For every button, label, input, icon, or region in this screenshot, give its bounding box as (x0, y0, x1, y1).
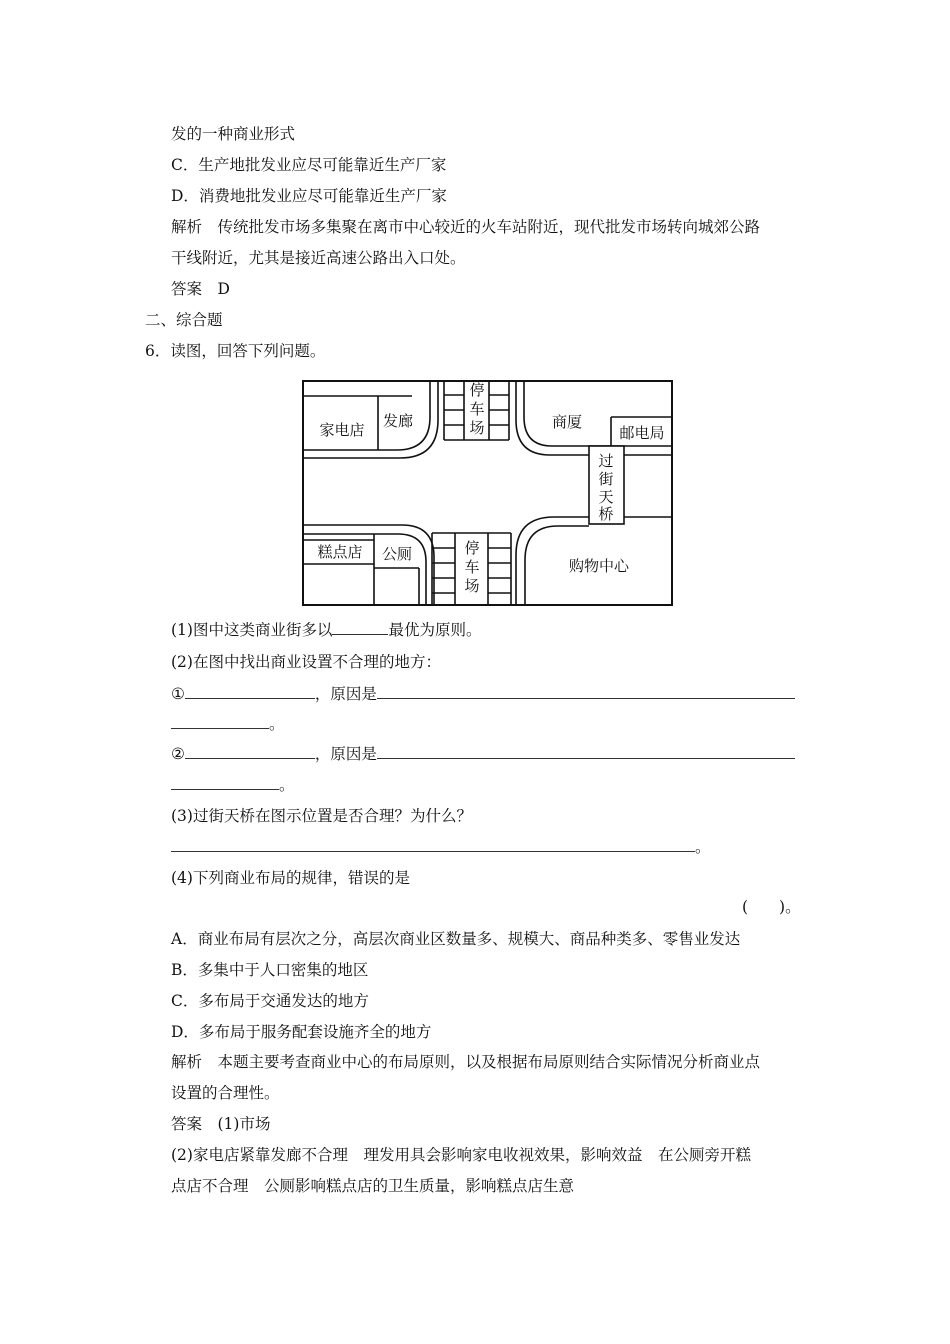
question-3: (3)过街天桥在图示位置是否合理？为什么？ (171, 807, 472, 825)
overpass-label-1: 过 (598, 452, 614, 470)
question-2-item-1: ① ，原因是 (171, 684, 795, 704)
question-1: (1)图中这类商业街多以 最优为原则。 (171, 621, 482, 639)
prev-explanation-line2: 干线附近，尤其是接近高速公路出入口处。 (171, 249, 466, 267)
prev-explanation-line1: 解析 传统批发市场多集聚在离市中心较近的火车站附近，现代批发市场转向城郊公路 (171, 218, 761, 236)
q4-option-b: B．多集中于人口密集的地区 (171, 961, 369, 979)
question-3-answer-line: 。 (171, 837, 711, 857)
bottom-parking-label-1: 停 (464, 539, 480, 557)
top-parking-label-3: 场 (469, 419, 485, 437)
q4-answer-paren[interactable]: ( )。 (742, 898, 801, 916)
top-parking-label-1: 停 (469, 381, 485, 399)
q2-2-place-blank[interactable] (185, 744, 315, 759)
question-2-item-2-cont: 。 (171, 775, 295, 795)
toilet-label: 公厕 (381, 545, 413, 563)
overpass-label-2: 街 (598, 470, 614, 488)
q4-option-c: C．多布局于交通发达的地方 (171, 992, 369, 1010)
q2-1-place-blank[interactable] (185, 684, 315, 699)
barbershop-label: 发廊 (382, 412, 414, 430)
commercial-street-map (302, 380, 673, 606)
q2-2-reason-blank-cont[interactable] (171, 775, 279, 790)
bottom-parking-label-3: 场 (464, 577, 480, 595)
prev-question-continuation: 发的一种商业形式 (171, 125, 296, 143)
question-2: (2)在图中找出商业设置不合理的地方： (171, 653, 441, 671)
overpass-label-3: 天 (598, 488, 614, 506)
q2-1-reason-blank-cont[interactable] (171, 714, 269, 729)
shopping-center-label: 购物中心 (568, 557, 630, 575)
question-6-stem: 6．读图，回答下列问题。 (145, 342, 326, 360)
prev-option-d: D．消费地批发业应尽可能靠近生产厂家 (171, 187, 447, 205)
question-2-item-1-cont: 。 (171, 714, 285, 734)
bakery-label: 糕点店 (317, 543, 363, 561)
section-title: 二、综合题 (145, 311, 223, 329)
question-2-item-2: ② ，原因是 (171, 744, 795, 764)
answer-line3: 点店不合理 公厕影响糕点店的卫生质量，影响糕点店生意 (171, 1177, 575, 1195)
answer-line1: 答案 (1)市场 (171, 1115, 271, 1133)
q4-option-d: D．多布局于服务配套设施齐全的地方 (171, 1023, 432, 1041)
explanation-line1: 解析 本题主要考查商业中心的布局原则，以及根据布局原则结合实际情况分析商业点 (171, 1053, 761, 1071)
q3-blank[interactable] (171, 837, 695, 852)
prev-option-c: C．生产地批发业应尽可能靠近生产厂家 (171, 156, 447, 174)
bottom-parking-label-2: 车 (464, 558, 480, 576)
post-office-label: 邮电局 (619, 424, 665, 442)
top-parking-label-2: 车 (469, 400, 485, 418)
explanation-line2: 设置的合理性。 (171, 1084, 280, 1102)
appliance-store-label: 家电店 (319, 421, 365, 439)
q4-option-a: A．商业布局有层次之分，高层次商业区数量多、规模大、商品种类多、零售业发达 (171, 930, 741, 948)
question-4: (4)下列商业布局的规律，错误的是 (171, 869, 410, 887)
overpass-label-4: 桥 (598, 505, 614, 523)
prev-answer: 答案 D (171, 280, 230, 298)
q1-blank[interactable] (332, 620, 388, 635)
q2-1-reason-blank[interactable] (377, 684, 795, 699)
mall-label: 商厦 (551, 413, 583, 431)
q2-2-reason-blank[interactable] (377, 744, 795, 759)
answer-line2: (2)家电店紧靠发廊不合理 理发用具会影响家电收视效果，影响效益 在公厕旁开糕 (171, 1146, 751, 1164)
